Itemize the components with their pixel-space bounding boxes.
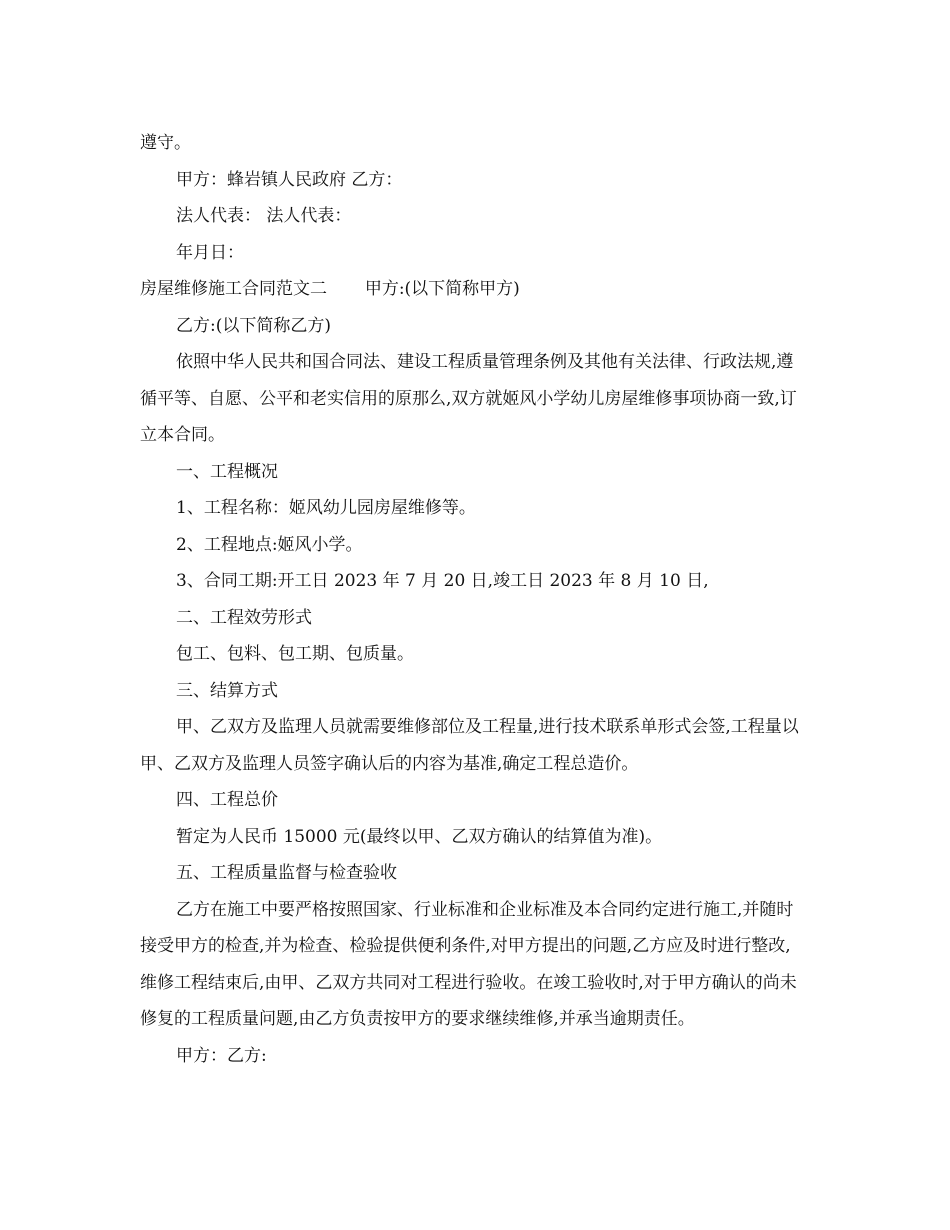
paragraph-preamble: 依照中华人民共和国合同法、建设工程质量管理条例及其他有关法律、行政法规,遵循平等、自愿、公平和老实信用的原那么,双方就姬风小学幼儿房屋维修事项协商一致,订立本合同。 — [140, 352, 797, 445]
heading-service-form: 二、工程效劳形式 — [176, 607, 312, 628]
heading-quality-inspection: 五、工程质量监督与检查验收 — [176, 863, 397, 883]
paragraph-settlement-method: 甲、乙双方及监理人员就需要维修部位及工程量,进行技术联系单形式会签,工程量以甲、乙双方及监理人员签字确认后的内容为基准,确定工程总造价。 — [140, 717, 799, 774]
paragraph-party-signatures: 甲方：蜂岩镇人民政府 乙方： — [176, 169, 403, 190]
document-body — [140, 125, 805, 1074]
paragraph-service-form: 包工、包料、包工期、包质量。 — [176, 644, 414, 664]
item-contract-period: 3、合同工期:开工日 2023 年 7 月 20 日,竣工日 2023 年 8 月 10 日, — [176, 571, 709, 591]
paragraph-total-price: 暂定为人民币 15000 元(最终以甲、乙双方确认的结算值为准)。 — [176, 826, 663, 847]
paragraph-legal-representatives: 法人代表： 法人代表： — [176, 206, 352, 226]
item-project-location: 2、工程地点:姬风小学。 — [176, 534, 363, 555]
heading-settlement-method: 三、结算方式 — [176, 680, 278, 701]
paragraph-date: 年月日： — [176, 242, 244, 263]
paragraph-quality-inspection: 乙方在施工中要严格按照国家、行业标准和企业标准及本合同约定进行施工,并随时接受甲方的检查,并为检查、检验提供便利条件,对甲方提出的问题,乙方应及时进行整改,维修工程结束后,由甲、乙双方共同对工程进行验收。在竣工验收时,对于甲方确认的尚未修复的工程质量问题,由乙方负责按甲方的要求继续维修,并承当逾期责任。 — [140, 899, 797, 1029]
paragraph-title-contract-two: 房屋维修施工合同范文二 甲方:(以下简称甲方) — [140, 279, 520, 299]
paragraph-final-signatures: 甲方：乙方: — [176, 1045, 267, 1066]
heading-total-price: 四、工程总价 — [176, 790, 278, 810]
item-project-name: 1、工程名称：姬风幼儿园房屋维修等。 — [176, 498, 476, 518]
paragraph-party-b: 乙方:(以下简称乙方) — [176, 315, 331, 336]
heading-project-overview: 一、工程概况 — [176, 461, 278, 482]
paragraph-closing-word: 遵守。 — [140, 133, 191, 153]
